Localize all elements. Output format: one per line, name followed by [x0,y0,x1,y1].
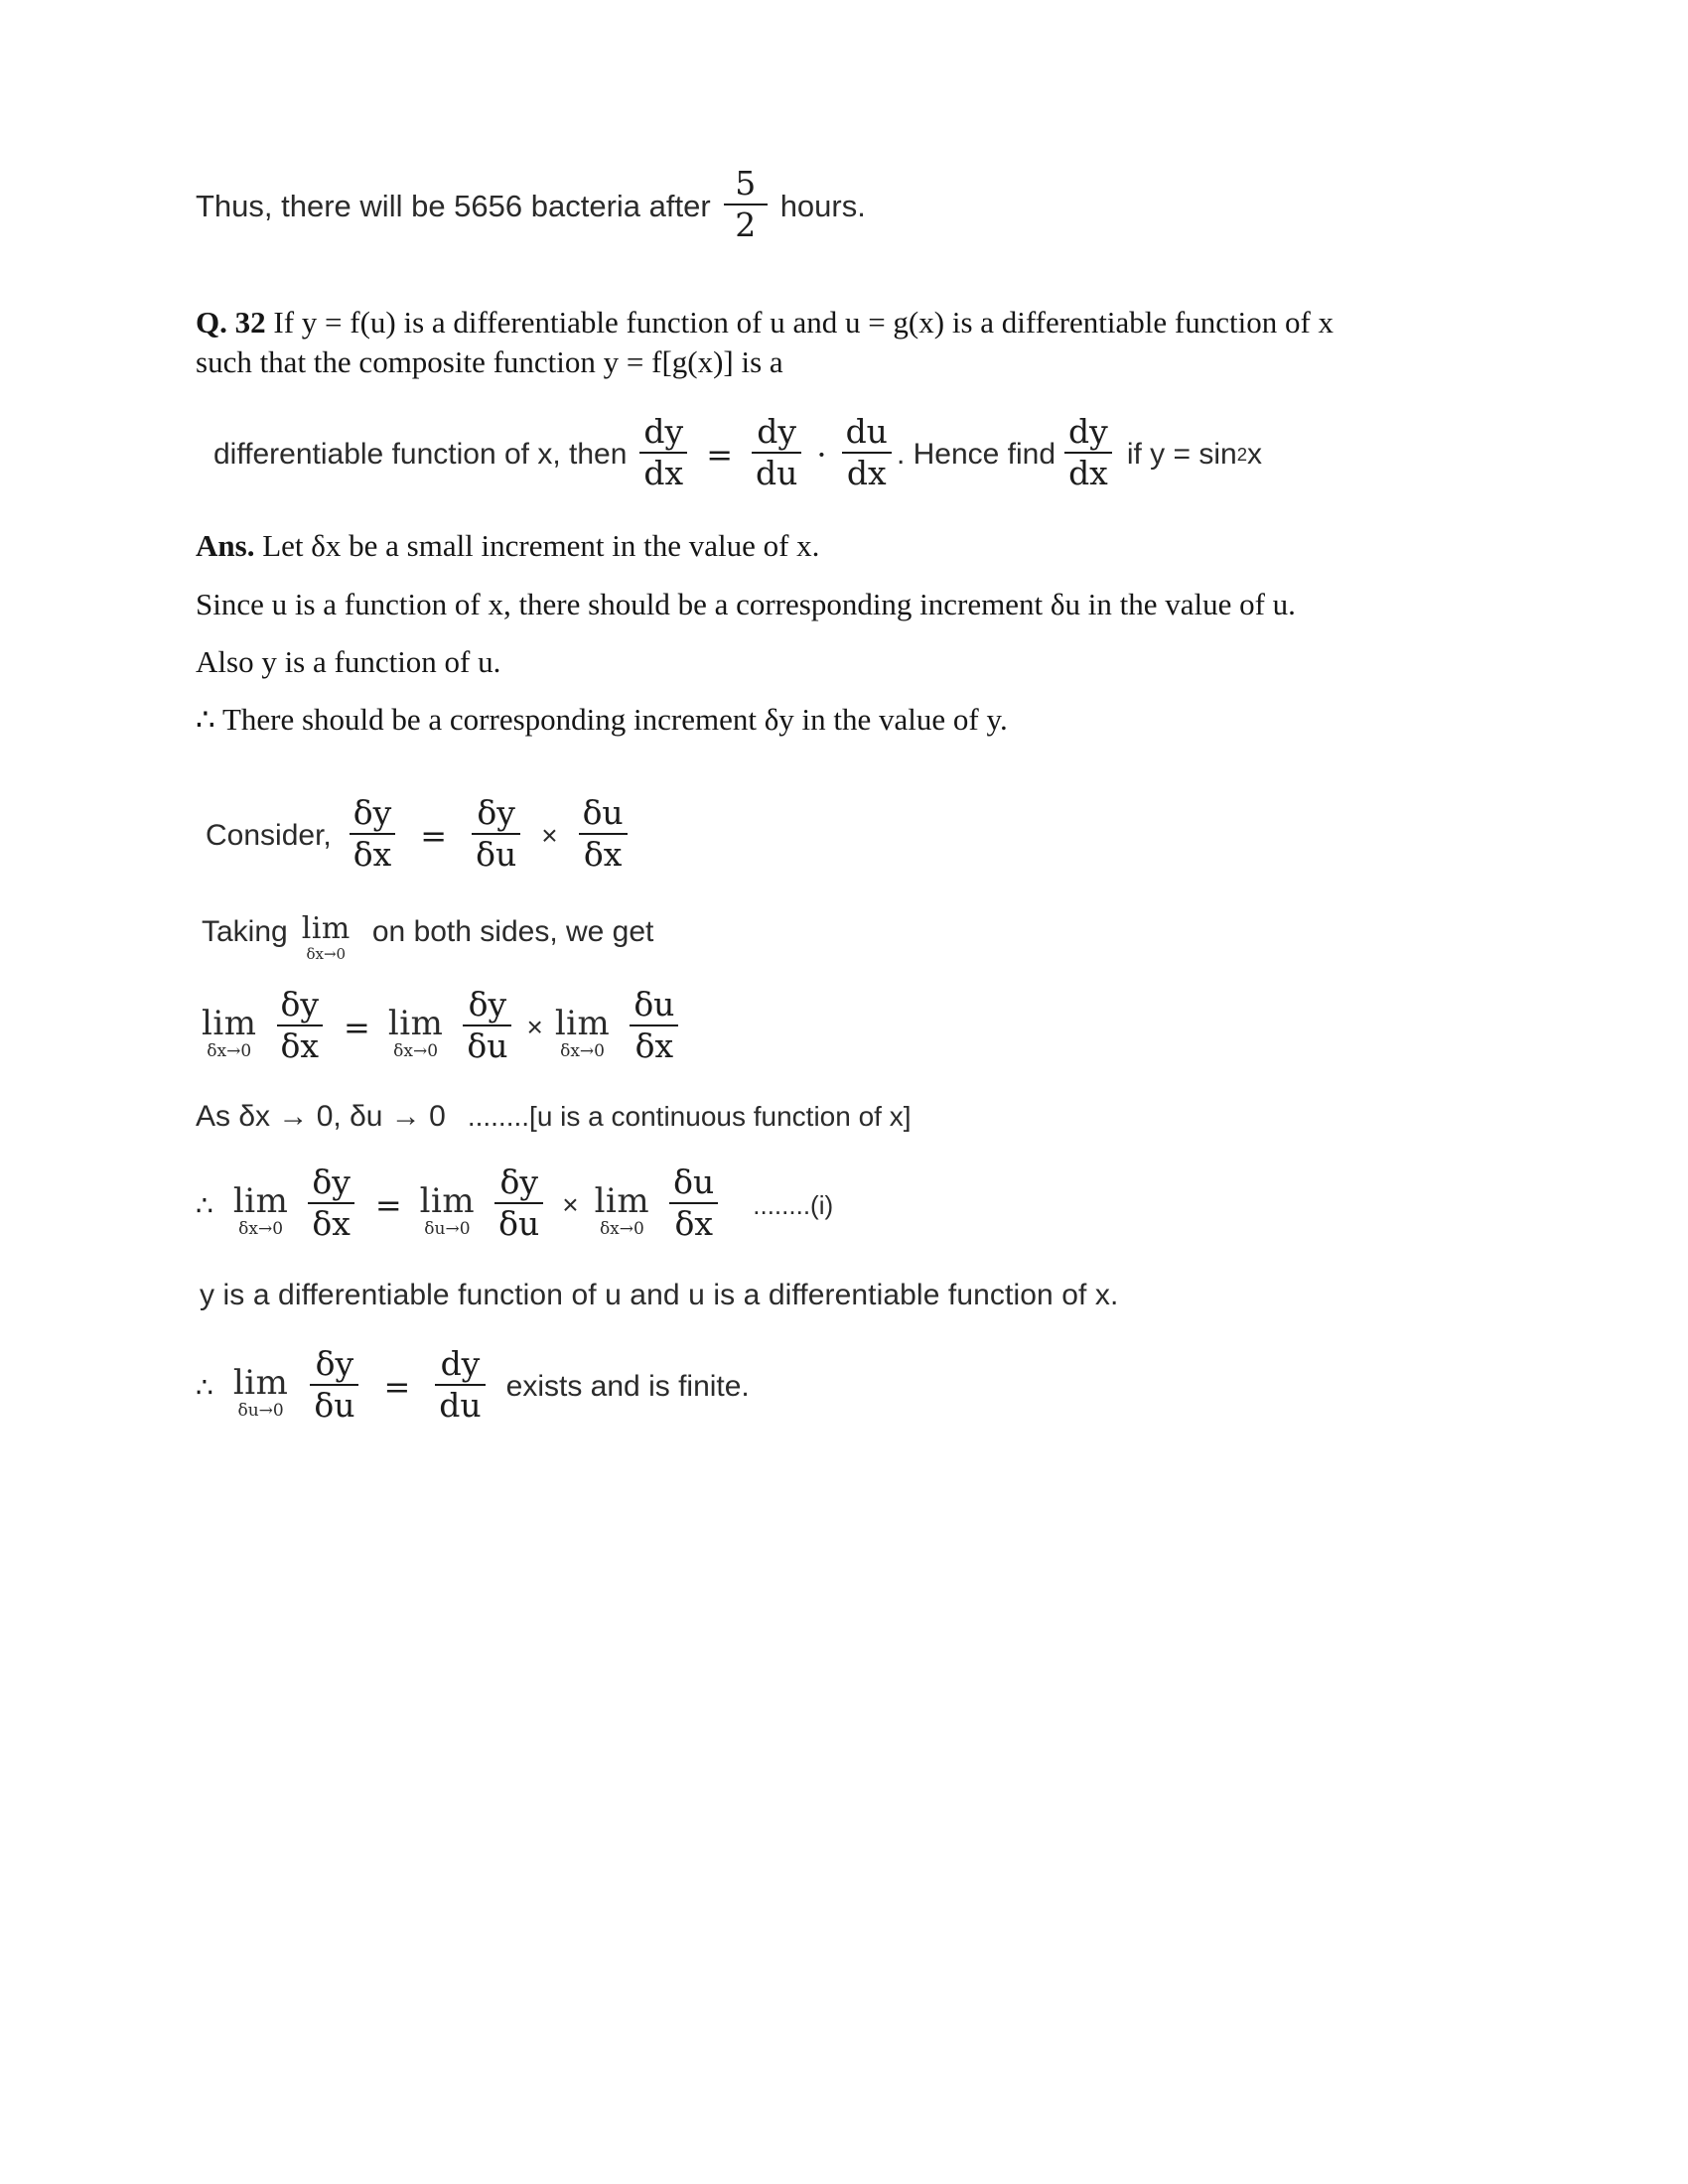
formula-lead-text: differentiable function of x, then [213,438,628,471]
spacer [196,383,1455,417]
therefore-symbol: ∴ [196,1370,213,1404]
fraction-numerator: δy [312,1161,351,1201]
differentiable-statement: y is a differentiable function of u and u is a differentiable function of x. [200,1279,1119,1312]
fraction-numerator: δu [673,1161,715,1201]
fraction-dely-delu-1 [472,792,520,874]
spacer [196,1243,1455,1277]
limit-equation-1 [196,984,1455,1066]
fraction-numerator: δy [468,984,507,1024]
fraction-dely-delu-3 [494,1161,543,1243]
fraction-dely-delx-3 [308,1161,354,1243]
fraction-numerator: du [845,411,888,451]
fraction-denominator: dx [643,453,684,492]
limit-subscript: δx→0 [560,1041,605,1062]
limit-op-label: lim [594,1181,650,1221]
fraction-denominator: dx [1068,453,1108,492]
limit-equation-2 [196,1161,1455,1244]
fraction-dely-delu-4 [310,1343,358,1425]
limit-subscript: δu→0 [424,1219,471,1239]
limit-op-label: lim [554,1004,611,1044]
fraction-dely-delx-2 [277,984,324,1065]
fraction-delu-delx-2 [630,984,678,1065]
fraction-numerator: dy [643,411,684,451]
fraction-denominator: δx [312,1203,351,1243]
fraction-numerator: δy [477,792,515,832]
fraction-dy-du [752,411,801,492]
intro-text-before: Thus, there will be 5656 bacteria after [196,189,711,224]
spacer [196,1066,1455,1100]
limit-operator-1 [232,1181,289,1239]
fraction-numerator: δy [315,1343,354,1383]
taking-trail: on both sides, we get [371,914,654,948]
limit-op-label: lim [232,1363,289,1404]
therefore-symbol: ∴ [196,702,215,738]
equals-sign: = [374,1186,402,1224]
limit-operator-1 [232,1363,289,1422]
chain-rule-formula [213,411,1455,493]
limit-op-label: lim [419,1181,476,1221]
limit-operator-2 [387,1004,444,1062]
answer-text-4: There should be a corresponding increment δy in the value of y. [221,702,1008,738]
fraction-numerator: dy [440,1343,481,1383]
equals-sign: = [344,1009,370,1047]
taking-limit-line [202,908,1455,963]
fraction-numerator: δy [280,984,320,1024]
spacer [196,1315,1455,1349]
fraction-dy-dx-2 [1064,411,1112,492]
spacer [196,567,1455,585]
answer-line-4 [196,700,1455,740]
limit-op-label: lim [387,1004,444,1044]
spacer [196,245,1455,303]
question-line-2: such that the composite function y = f[g(x)] is a [196,344,783,380]
fraction-dy-du-final [435,1343,485,1425]
formula-tail-text: if y = sin [1126,438,1237,471]
spacer [196,1134,1455,1167]
limit-subscript: δx→0 [306,944,347,963]
fraction-denominator: δu [498,1203,540,1243]
fraction-dely-delu-2 [463,984,511,1065]
limit-subscript: δx→0 [207,1041,252,1062]
question-label: Q. 32 [196,304,266,340]
fraction-numerator: dy [1068,411,1108,451]
answer-line-3: Also y is a function of u. [196,644,501,680]
times-operator: × [526,1012,543,1043]
limit-operator [301,910,351,963]
fraction-denominator: du [439,1385,482,1425]
fraction-dely-delx-1 [350,792,396,874]
limit-eq3-trail: exists and is finite. [505,1370,750,1404]
limit-operator-3 [554,1004,611,1062]
fraction-denominator: 2 [735,205,757,244]
as-delta-note: ........[u is a continuous function of x] [467,1100,912,1132]
equals-sign: = [706,436,733,474]
dot-operator: · [816,436,827,474]
intro-line [196,164,1455,245]
consider-lead: Consider, [206,819,332,853]
fraction-du-dx [842,411,892,492]
consider-equation [206,792,1455,875]
as-delta-text: As δx → 0, δu → 0 [196,1099,446,1133]
answer-label: Ans. [196,528,255,564]
answer-line-2: Since u is a function of x, there should be a corresponding increment δu in the value of u. [196,586,1296,621]
fraction-numerator: dy [757,411,797,451]
spacer [196,682,1455,700]
fraction-denominator: δx [674,1203,713,1243]
spacer [196,956,1455,990]
times-operator: × [541,820,558,852]
fraction-denominator: δx [583,834,623,874]
limit-op-label: lim [232,1181,289,1221]
fraction-numerator: 5 [735,164,757,203]
formula-mid-text: . Hence find [896,438,1056,471]
limit-subscript: δx→0 [238,1219,284,1239]
limit-subscript: δx→0 [599,1219,644,1239]
therefore-symbol: ∴ [196,1188,213,1222]
fraction-five-halves [724,164,768,244]
answer-text-1: Let δx be a small increment in the value of x. [262,528,820,564]
fraction-delu-delx-1 [579,792,628,874]
taking-lead: Taking [202,914,288,948]
fraction-denominator: du [756,453,798,492]
limit-op-label: lim [202,1004,257,1044]
spacer [196,492,1455,526]
equals-sign: = [420,817,448,856]
formula-tail-variable: x [1247,438,1263,471]
intro-text-after: hours. [779,189,866,224]
question-text-1: If y = f(u) is a differentiable function of u and u = g(x) is a differentiable function of x [273,304,1335,340]
fraction-delu-delx-3 [669,1161,718,1243]
equation-tag: ........(i) [753,1189,834,1220]
formula-tail-exponent: 2 [1236,444,1248,465]
fraction-denominator: dx [846,453,887,492]
spacer [196,741,1455,798]
spacer [196,875,1455,908]
fraction-numerator: δy [352,792,392,832]
fraction-denominator: δx [634,1025,674,1065]
fraction-denominator: δx [352,834,392,874]
fraction-denominator: δu [467,1025,508,1065]
answer-line-1 [196,526,1455,566]
as-delta-line [196,1100,1455,1134]
limit-operator-2 [419,1181,476,1239]
limit-operator-1 [202,1004,257,1062]
limit-op-label: lim [301,910,351,946]
page-content [196,164,1455,1426]
fraction-denominator: δx [280,1025,319,1065]
fraction-numerator: δu [633,984,675,1024]
limit-subscript: δx→0 [393,1041,439,1062]
fraction-numerator: δu [582,792,624,832]
fraction-numerator: δy [499,1161,538,1201]
fraction-dy-dx-1 [639,411,687,492]
times-operator: × [562,1189,579,1220]
limit-equation-3 [196,1343,1455,1426]
limit-operator-3 [594,1181,650,1239]
question-line-1 [196,303,1455,342]
spacer [196,624,1455,642]
limit-subscript: δu→0 [237,1401,284,1422]
equals-sign: = [383,1368,411,1407]
fraction-denominator: δu [476,834,517,874]
fraction-denominator: δu [314,1385,355,1425]
